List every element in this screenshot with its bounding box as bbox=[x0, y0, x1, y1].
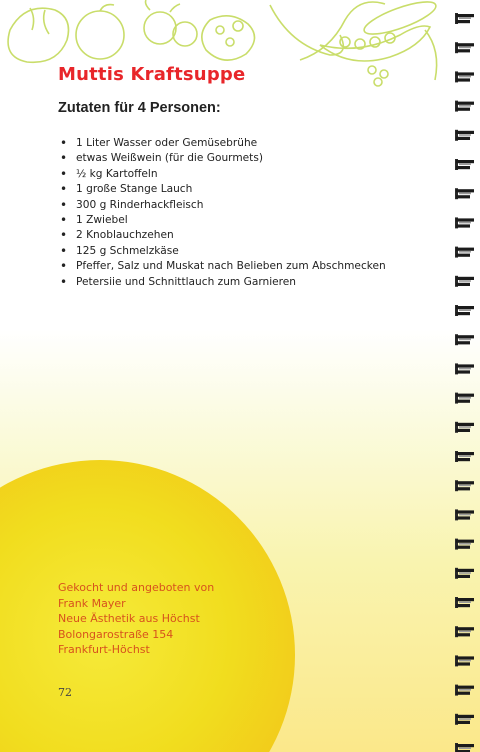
binding-ring bbox=[455, 159, 474, 170]
binding-ring bbox=[455, 101, 474, 112]
binding-ring bbox=[455, 305, 474, 316]
ingredient-item: • 125 g Schmelzkäse bbox=[60, 244, 386, 259]
binding-ring bbox=[455, 539, 474, 550]
binding-ring bbox=[455, 71, 474, 82]
credits-block bbox=[58, 580, 214, 658]
credits-line: Frank Mayer bbox=[58, 596, 126, 610]
ingredients-heading: Zutaten für 4 Personen: bbox=[58, 100, 221, 116]
ingredient-item: • 2 Knoblauchzehen bbox=[60, 228, 386, 243]
binding-ring bbox=[455, 597, 474, 608]
binding-ring bbox=[455, 13, 474, 24]
binding-ring bbox=[455, 188, 474, 199]
binding-ring bbox=[455, 509, 474, 520]
ingredient-item: • Petersiie und Schnittlauch zum Garnieren bbox=[60, 275, 386, 290]
binding-ring bbox=[455, 217, 474, 228]
ingredient-item: • 300 g Rinderhackfleisch bbox=[60, 198, 386, 213]
page-number: 72 bbox=[58, 686, 72, 699]
ingredient-item: • ½ kg Kartoffeln bbox=[60, 167, 386, 182]
spiral-binding-icon bbox=[450, 0, 480, 752]
ingredient-item: • 1 Liter Wasser oder Gemüsebrühe bbox=[60, 136, 386, 151]
binding-ring bbox=[455, 363, 474, 374]
binding-ring bbox=[455, 568, 474, 579]
recipe-title: Muttis Kraftsuppe bbox=[58, 64, 246, 85]
binding-ring bbox=[455, 743, 474, 752]
binding-ring bbox=[455, 393, 474, 404]
binding-ring bbox=[455, 130, 474, 141]
binding-ring bbox=[455, 334, 474, 345]
binding-ring bbox=[455, 247, 474, 258]
binding-ring bbox=[455, 276, 474, 287]
ingredient-item: • 1 große Stange Lauch bbox=[60, 182, 386, 197]
ingredient-item: • 1 Zwiebel bbox=[60, 213, 386, 228]
binding-ring bbox=[455, 42, 474, 53]
credits-line: Neue Ästhetik aus Höchst bbox=[58, 612, 200, 626]
binding-ring bbox=[455, 422, 474, 433]
credits-line: Bolongarostraße 154 bbox=[58, 627, 174, 641]
binding-ring bbox=[455, 626, 474, 637]
binding-ring bbox=[455, 480, 474, 491]
ingredient-item: • etwas Weißwein (für die Gourmets) bbox=[60, 151, 386, 166]
ingredients-list bbox=[60, 136, 386, 290]
credits-line: Gekocht und angeboten von bbox=[58, 581, 215, 594]
binding-ring bbox=[455, 451, 474, 462]
ingredient-item: • Pfeffer, Salz und Muskat nach Belieben zum Abschmecken bbox=[60, 259, 386, 274]
binding-ring bbox=[455, 655, 474, 666]
binding-ring bbox=[455, 685, 474, 696]
credits-line: Frankfurt-Höchst bbox=[58, 643, 150, 657]
binding-ring bbox=[455, 714, 474, 725]
